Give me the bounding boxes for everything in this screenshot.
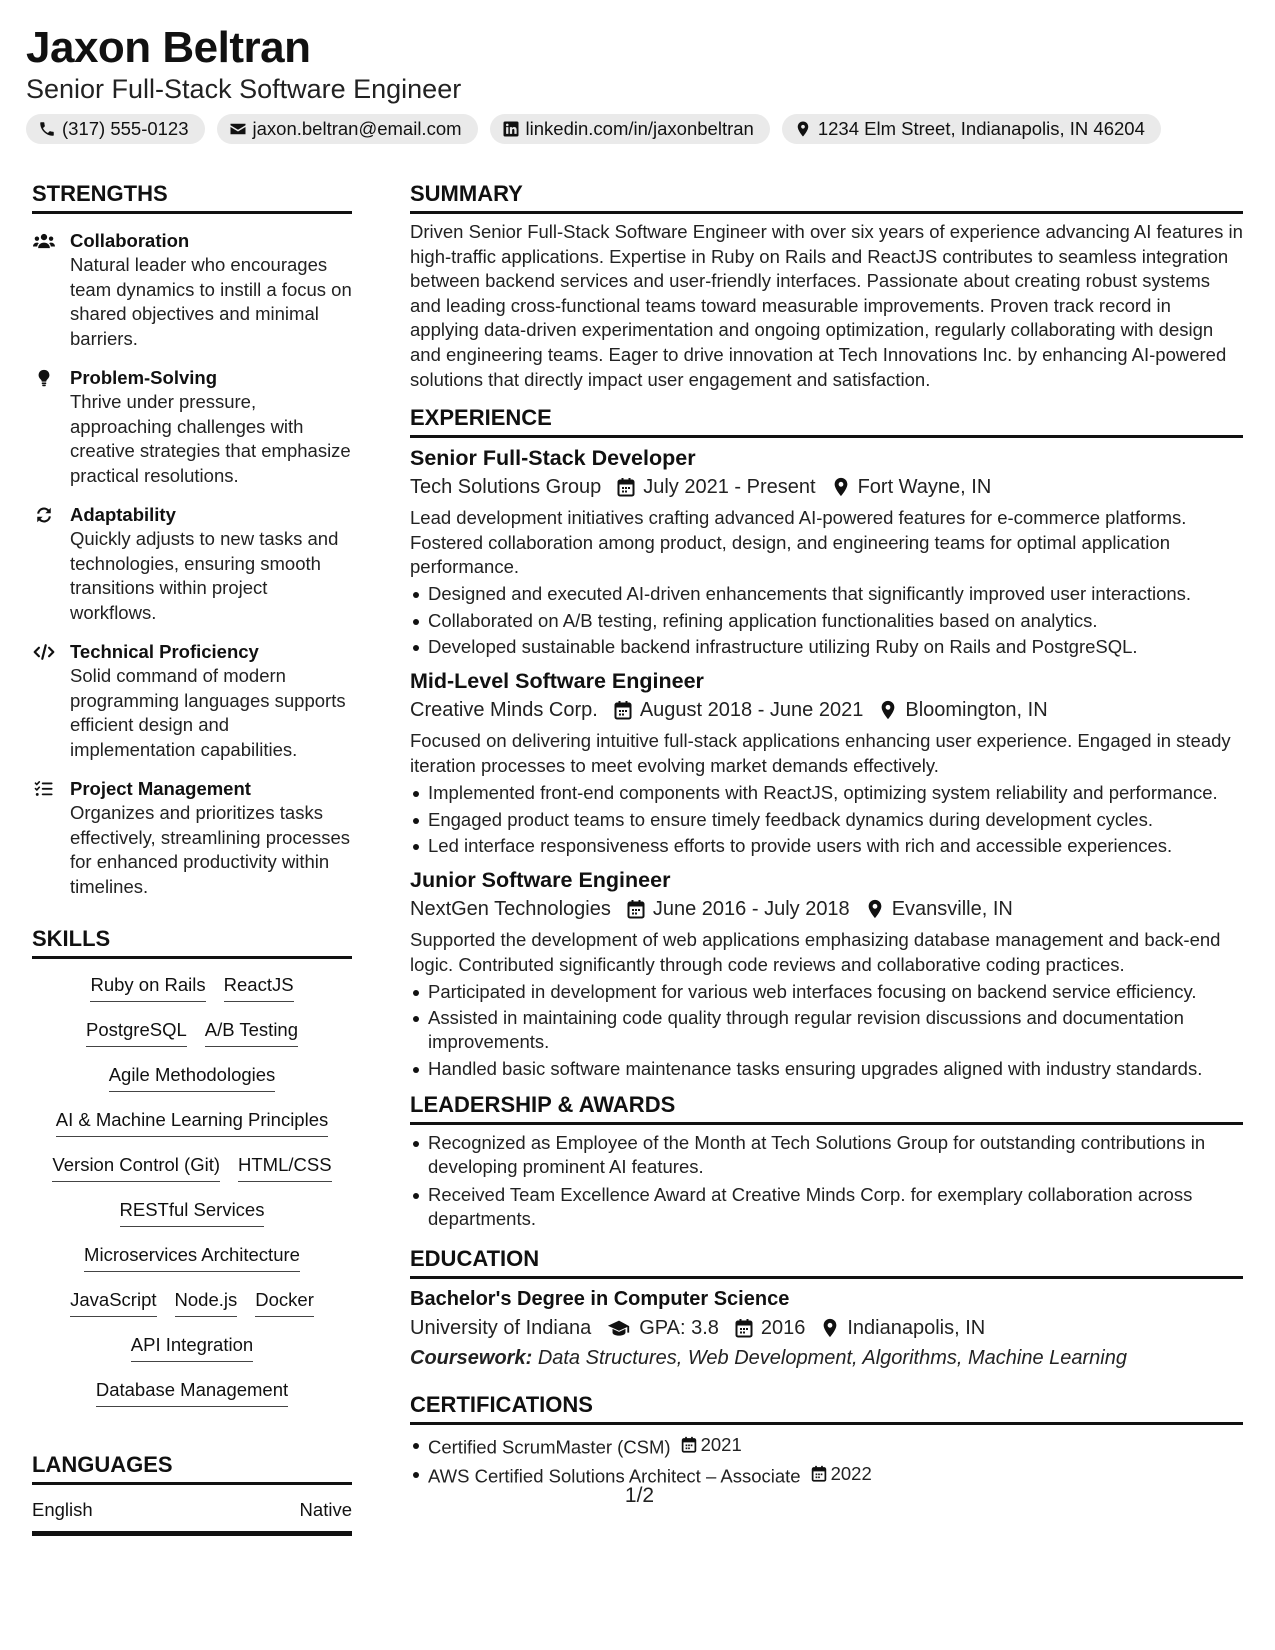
language-name: English (32, 1499, 93, 1520)
bullet-item: Led interface responsiveness efforts to provide users with rich and accessible experiences. (410, 834, 1243, 858)
skill-tag: Microservices Architecture (84, 1243, 300, 1272)
gpa-text: GPA: 3.8 (639, 1316, 719, 1339)
education-meta (410, 1313, 1243, 1343)
calendar-icon (627, 899, 645, 919)
job-entry (410, 667, 1243, 858)
skill-tag: AI & Machine Learning Principles (56, 1108, 329, 1137)
contact-bar (26, 114, 1256, 144)
email-text: jaxon.beltran@email.com (252, 118, 462, 139)
school-name: University of Indiana (410, 1316, 592, 1339)
job-dates: August 2018 - June 2021 (639, 699, 864, 722)
calendar-icon (735, 1318, 753, 1338)
bullet-item: Implemented front-end components with ReactJS, optimizing system reliability and performance. (410, 781, 1243, 805)
job-company: Tech Solutions Group (410, 476, 602, 499)
linkedin-chip[interactable] (490, 114, 770, 144)
users-icon (33, 232, 55, 250)
calendar-icon (681, 1436, 697, 1453)
job-company: Creative Minds Corp. (410, 699, 598, 722)
job-bullets (410, 582, 1243, 659)
code-icon (33, 643, 55, 661)
skills-heading: SKILLS (32, 925, 352, 959)
skills-list (32, 973, 352, 1423)
skill-tag: Docker (255, 1288, 314, 1317)
address-chip (782, 114, 1161, 144)
award-item: Received Team Excellence Award at Creative Minds Corp. for exemplary collaboration across departments. (410, 1183, 1243, 1231)
education-heading: EDUCATION (410, 1245, 1243, 1279)
degree-title: Bachelor's Degree in Computer Science (410, 1287, 790, 1310)
skill-tag: PostgreSQL (86, 1018, 187, 1047)
strength-item (32, 639, 352, 762)
job-meta (410, 695, 1243, 725)
skill-tag: Version Control (Git) (52, 1153, 220, 1182)
job-dates: July 2021 - Present (643, 476, 816, 499)
candidate-title: Senior Full-Stack Software Engineer (26, 74, 462, 104)
job-entry (410, 866, 1243, 1081)
strengths-heading: STRENGTHS (32, 180, 352, 214)
graduation-year: 2016 (760, 1316, 806, 1339)
strength-item (32, 502, 352, 625)
strength-title: Project Management (70, 778, 251, 799)
skill-tag: Agile Methodologies (109, 1063, 276, 1092)
school-location: Indianapolis, IN (847, 1316, 986, 1339)
award-item: Recognized as Employee of the Month at Tech Solutions Group for outstanding contributions in developing prominent AI features. (410, 1131, 1243, 1179)
strength-desc: Natural leader who encourages team dynamics to instill a focus on shared objectives and minimal barriers. (70, 254, 352, 349)
job-location: Evansville, IN (891, 898, 1013, 921)
phone-chip[interactable] (26, 114, 205, 144)
cert-year: 2022 (830, 1462, 872, 1484)
job-title: Mid-Level Software Engineer (410, 669, 704, 694)
strength-item (32, 776, 352, 899)
email-chip[interactable] (217, 114, 478, 144)
languages-heading: LANGUAGES (32, 1451, 352, 1485)
job-location: Fort Wayne, IN (857, 476, 992, 499)
strength-title: Adaptability (70, 504, 176, 525)
cert-year: 2021 (700, 1433, 742, 1455)
strength-item (32, 365, 352, 488)
map-pin-icon (879, 700, 897, 720)
certifications-heading: CERTIFICATIONS (410, 1391, 1243, 1425)
strength-desc: Quickly adjusts to new tasks and technologies, ensuring smooth transitions within project workflows. (70, 528, 339, 623)
job-desc: Supported the development of web applications emphasizing database management and back-end logic. Contributed significantly through code reviews and collaborative coding practices. (410, 929, 1221, 975)
skill-tag: ReactJS (224, 973, 294, 1002)
skill-tag: RESTful Services (120, 1198, 265, 1227)
candidate-name: Jaxon Beltran (26, 23, 311, 72)
summary-text: Driven Senior Full-Stack Software Engineer with over six years of experience advancing AI features in high-traffic applications. Expertise in Ruby on Rails and ReactJS contributes to seamless integration between backend services and user-friendly interfaces. Passionate about creating robust systems and leading cross-functional teams toward measurable improvements. Proven track record in applying data-driven experimentation and ongoing optimization, regularly collaborating with design and engineering teams. Eager to drive innovation at Tech Innovations Inc. by enhancing AI-powered solutions that directly impact user engagement and satisfaction. (410, 221, 1243, 390)
bullet-item: Engaged product teams to ensure timely feedback dynamics during development cycles. (410, 808, 1243, 832)
job-bullets (410, 781, 1243, 858)
cert-name: AWS Certified Solutions Architect – Associate (428, 1465, 801, 1487)
job-bullets (410, 980, 1243, 1081)
calendar-icon (811, 1465, 827, 1482)
envelope-icon (229, 120, 247, 138)
skill-tag: Node.js (175, 1288, 238, 1317)
phone-icon (38, 120, 56, 138)
linkedin-icon (502, 120, 520, 138)
job-desc: Lead development initiatives crafting advanced AI-powered features for e-commerce platforms. Fostered collaboration among product, design, and engineering teams for optimal application performance. (410, 507, 1187, 578)
job-dates: June 2016 - July 2018 (652, 898, 850, 921)
map-pin-icon (821, 1318, 839, 1338)
strength-title: Collaboration (70, 230, 190, 251)
coursework (410, 1343, 1243, 1373)
map-pin-icon (832, 477, 850, 497)
right-column (410, 180, 1243, 1488)
certification-item (410, 1433, 1243, 1460)
coursework-label: Coursework: (410, 1346, 533, 1369)
bullet-item: Collaborated on A/B testing, refining application functionalities based on analytics. (410, 609, 1243, 633)
phone-text: (317) 555-0123 (62, 118, 189, 139)
resume-header (26, 22, 1256, 144)
page-number (0, 1484, 1275, 1508)
skill-tag: Ruby on Rails (90, 973, 205, 1002)
job-meta (410, 894, 1243, 924)
skill-tag: Database Management (96, 1378, 288, 1407)
strength-title: Problem-Solving (70, 367, 217, 388)
certifications-list (410, 1433, 1243, 1489)
skill-tag: A/B Testing (205, 1018, 298, 1047)
job-title: Junior Software Engineer (410, 868, 671, 893)
page-number-text: 1/2 (624, 1484, 655, 1507)
address-text: 1234 Elm Street, Indianapolis, IN 46204 (817, 118, 1145, 139)
lightbulb-icon (33, 369, 55, 387)
calendar-icon (617, 477, 635, 497)
bullet-item: Developed sustainable backend infrastructure utilizing Ruby on Rails and PostgreSQL. (410, 635, 1243, 659)
bullet-item: Handled basic software maintenance tasks ensuring upgrades aligned with industry standards. (410, 1057, 1243, 1081)
summary-heading: SUMMARY (410, 180, 1243, 214)
job-company: NextGen Technologies (410, 898, 611, 921)
bullet-item: Designed and executed AI-driven enhancements that significantly improved user interactions. (410, 582, 1243, 606)
job-meta (410, 472, 1243, 502)
job-title: Senior Full-Stack Developer (410, 446, 696, 471)
job-desc: Focused on delivering intuitive full-stack applications enhancing user experience. Engaged in steady iteration processes to meet evolving market demands effectively. (410, 730, 1231, 777)
skill-tag: JavaScript (70, 1288, 156, 1317)
skill-tag: API Integration (131, 1333, 253, 1362)
bullet-item: Participated in development for various web interfaces focusing on backend service efficiency. (410, 980, 1243, 1004)
language-level: Native (299, 1499, 352, 1520)
linkedin-text: linkedin.com/in/jaxonbeltran (525, 118, 754, 139)
awards-heading: LEADERSHIP & AWARDS (410, 1091, 1243, 1125)
map-pin-icon (866, 899, 884, 919)
education-entry (410, 1285, 1243, 1373)
strength-title: Technical Proficiency (70, 641, 259, 662)
experience-heading: EXPERIENCE (410, 404, 1243, 438)
job-entry (410, 444, 1243, 659)
left-column (32, 180, 352, 1536)
strength-desc: Organizes and prioritizes tasks effectively, streamlining processes for enhanced productivity within timelines. (70, 802, 351, 897)
map-pin-icon (794, 120, 812, 138)
bullet-item: Assisted in maintaining code quality through regular revision discussions and documentation improvements. (410, 1006, 1243, 1054)
job-location: Bloomington, IN (905, 699, 1048, 722)
awards-list (410, 1131, 1243, 1231)
skill-tag: HTML/CSS (238, 1153, 332, 1182)
cert-name: Certified ScrumMaster (CSM) (428, 1436, 671, 1458)
refresh-icon (33, 506, 55, 524)
graduation-cap-icon (607, 1318, 631, 1338)
list-check-icon (33, 780, 55, 798)
coursework-text: Data Structures, Web Development, Algorithms, Machine Learning (537, 1346, 1127, 1369)
calendar-icon (614, 700, 632, 720)
strength-desc: Thrive under pressure, approaching challenges with creative strategies that emphasize practical resolutions. (70, 391, 351, 486)
strength-desc: Solid command of modern programming languages supports efficient design and implementation capabilities. (70, 665, 346, 760)
strength-item (32, 228, 352, 351)
